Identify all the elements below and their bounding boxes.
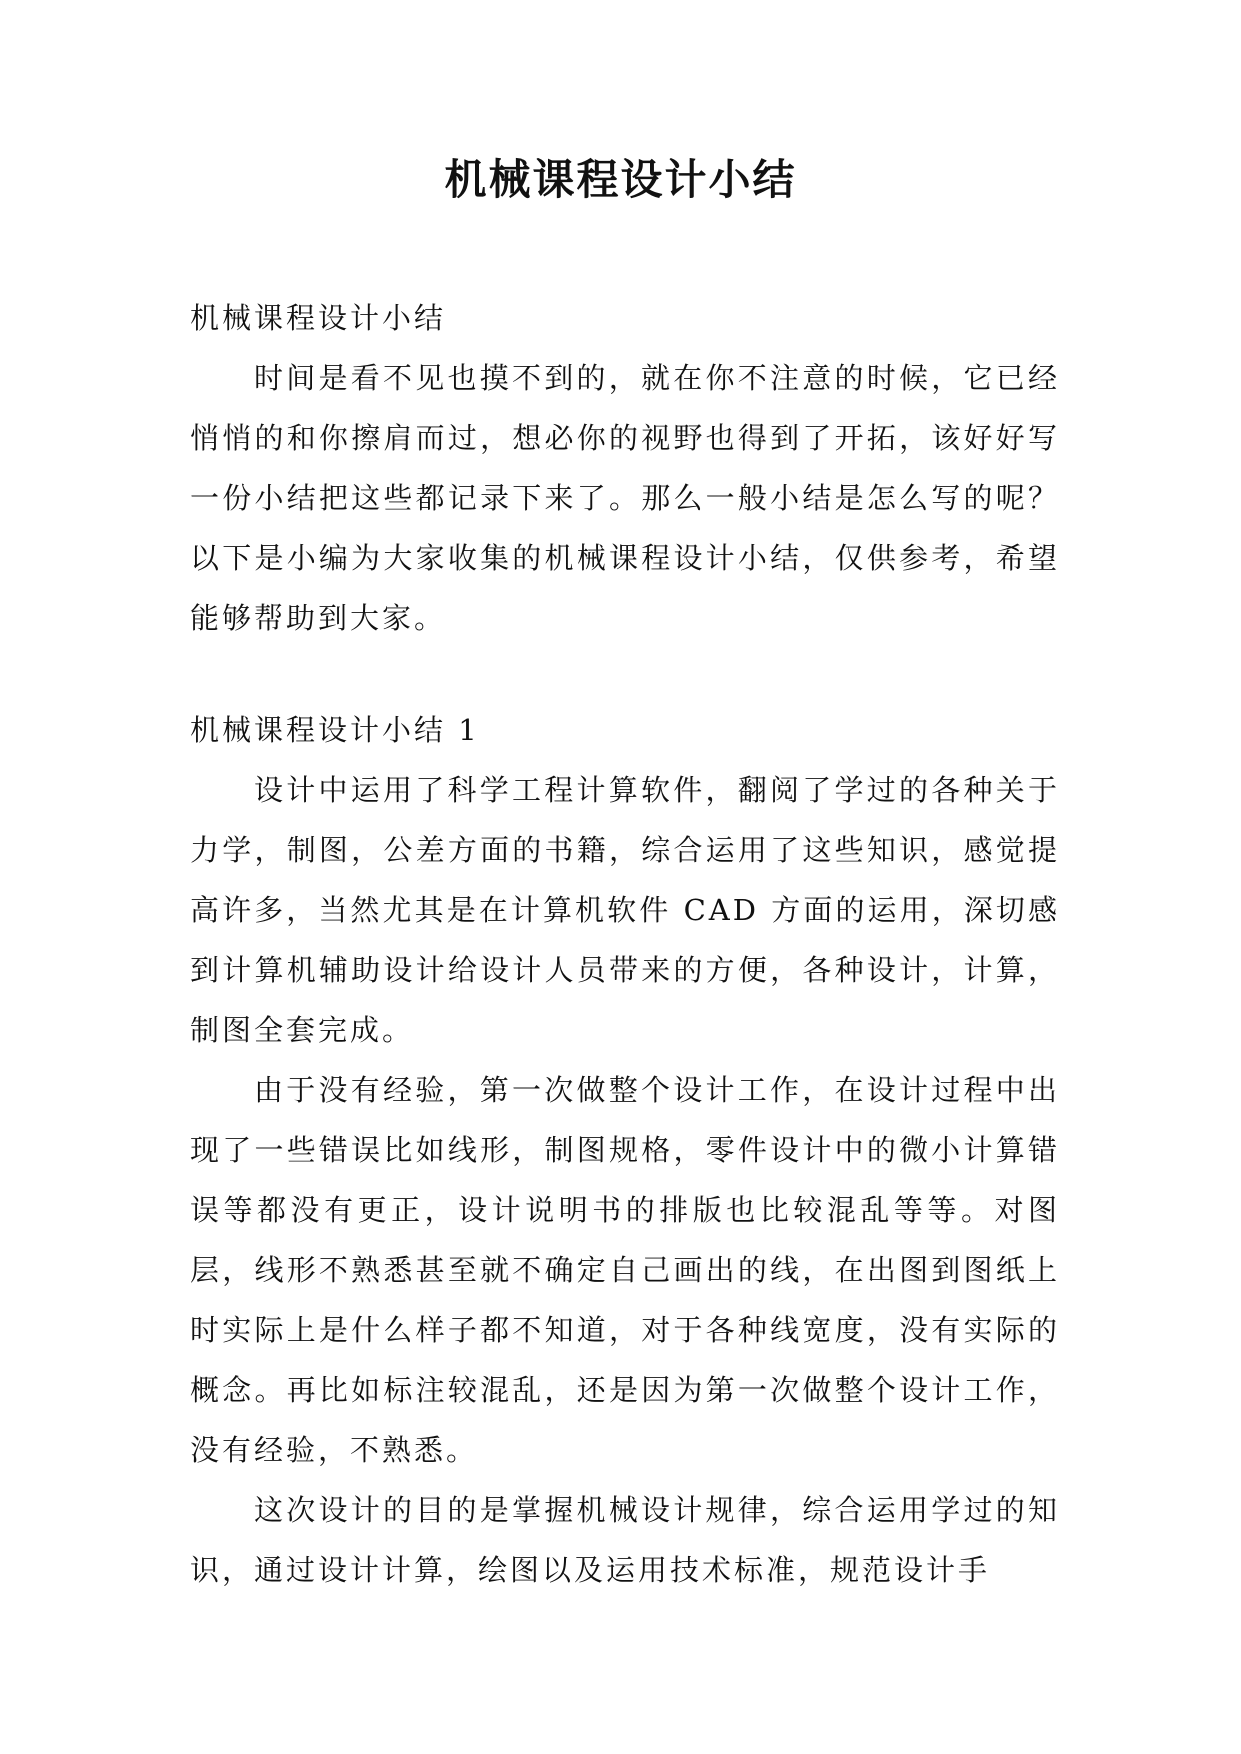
document-body (190, 288, 1060, 1600)
intro-paragraph: 时间是看不见也摸不到的，就在你不注意的时候，它已经悄悄的和你擦肩而过，想必你的视野也得到了开拓，该好好写一份小结把这些都记录下来了。那么一般小结是怎么写的呢？以下是小编为大家收集的机械课程设计小结，仅供参考，希望能够帮助到大家。 (190, 361, 1060, 635)
body-paragraph-2: 由于没有经验，第一次做整个设计工作，在设计过程中出现了一些错误比如线形，制图规格，零件设计中的微小计算错误等都没有更正，设计说明书的排版也比较混乱等等。对图层，线形不熟悉甚至就不确定自己画出的线，在出图到图纸上时实际上是什么样子都不知道，对于各种线宽度，没有实际的概念。再比如标注较混乱，还是因为第一次做整个设计工作，没有经验，不熟悉。 (190, 1073, 1060, 1467)
document-subtitle: 机械课程设计小结 (190, 301, 447, 335)
body-paragraph-3: 这次设计的目的是掌握机械设计规律，综合运用学过的知识，通过设计计算，绘图以及运用技术标准，规范设计手 (190, 1493, 1060, 1587)
section-spacer (190, 648, 1060, 700)
section-heading: 机械课程设计小结 1 (190, 713, 480, 747)
body-paragraph-1: 设计中运用了科学工程计算软件，翻阅了学过的各种关于力学，制图，公差方面的书籍，综合运用了这些知识，感觉提高许多，当然尤其是在计算机软件 CAD 方面的运用，深切感到计算机辅助设计给设计人员带来的方便，各种设计，计算，制图全套完成。 (190, 773, 1060, 1047)
document-title: 机械课程设计小结 (444, 155, 797, 204)
